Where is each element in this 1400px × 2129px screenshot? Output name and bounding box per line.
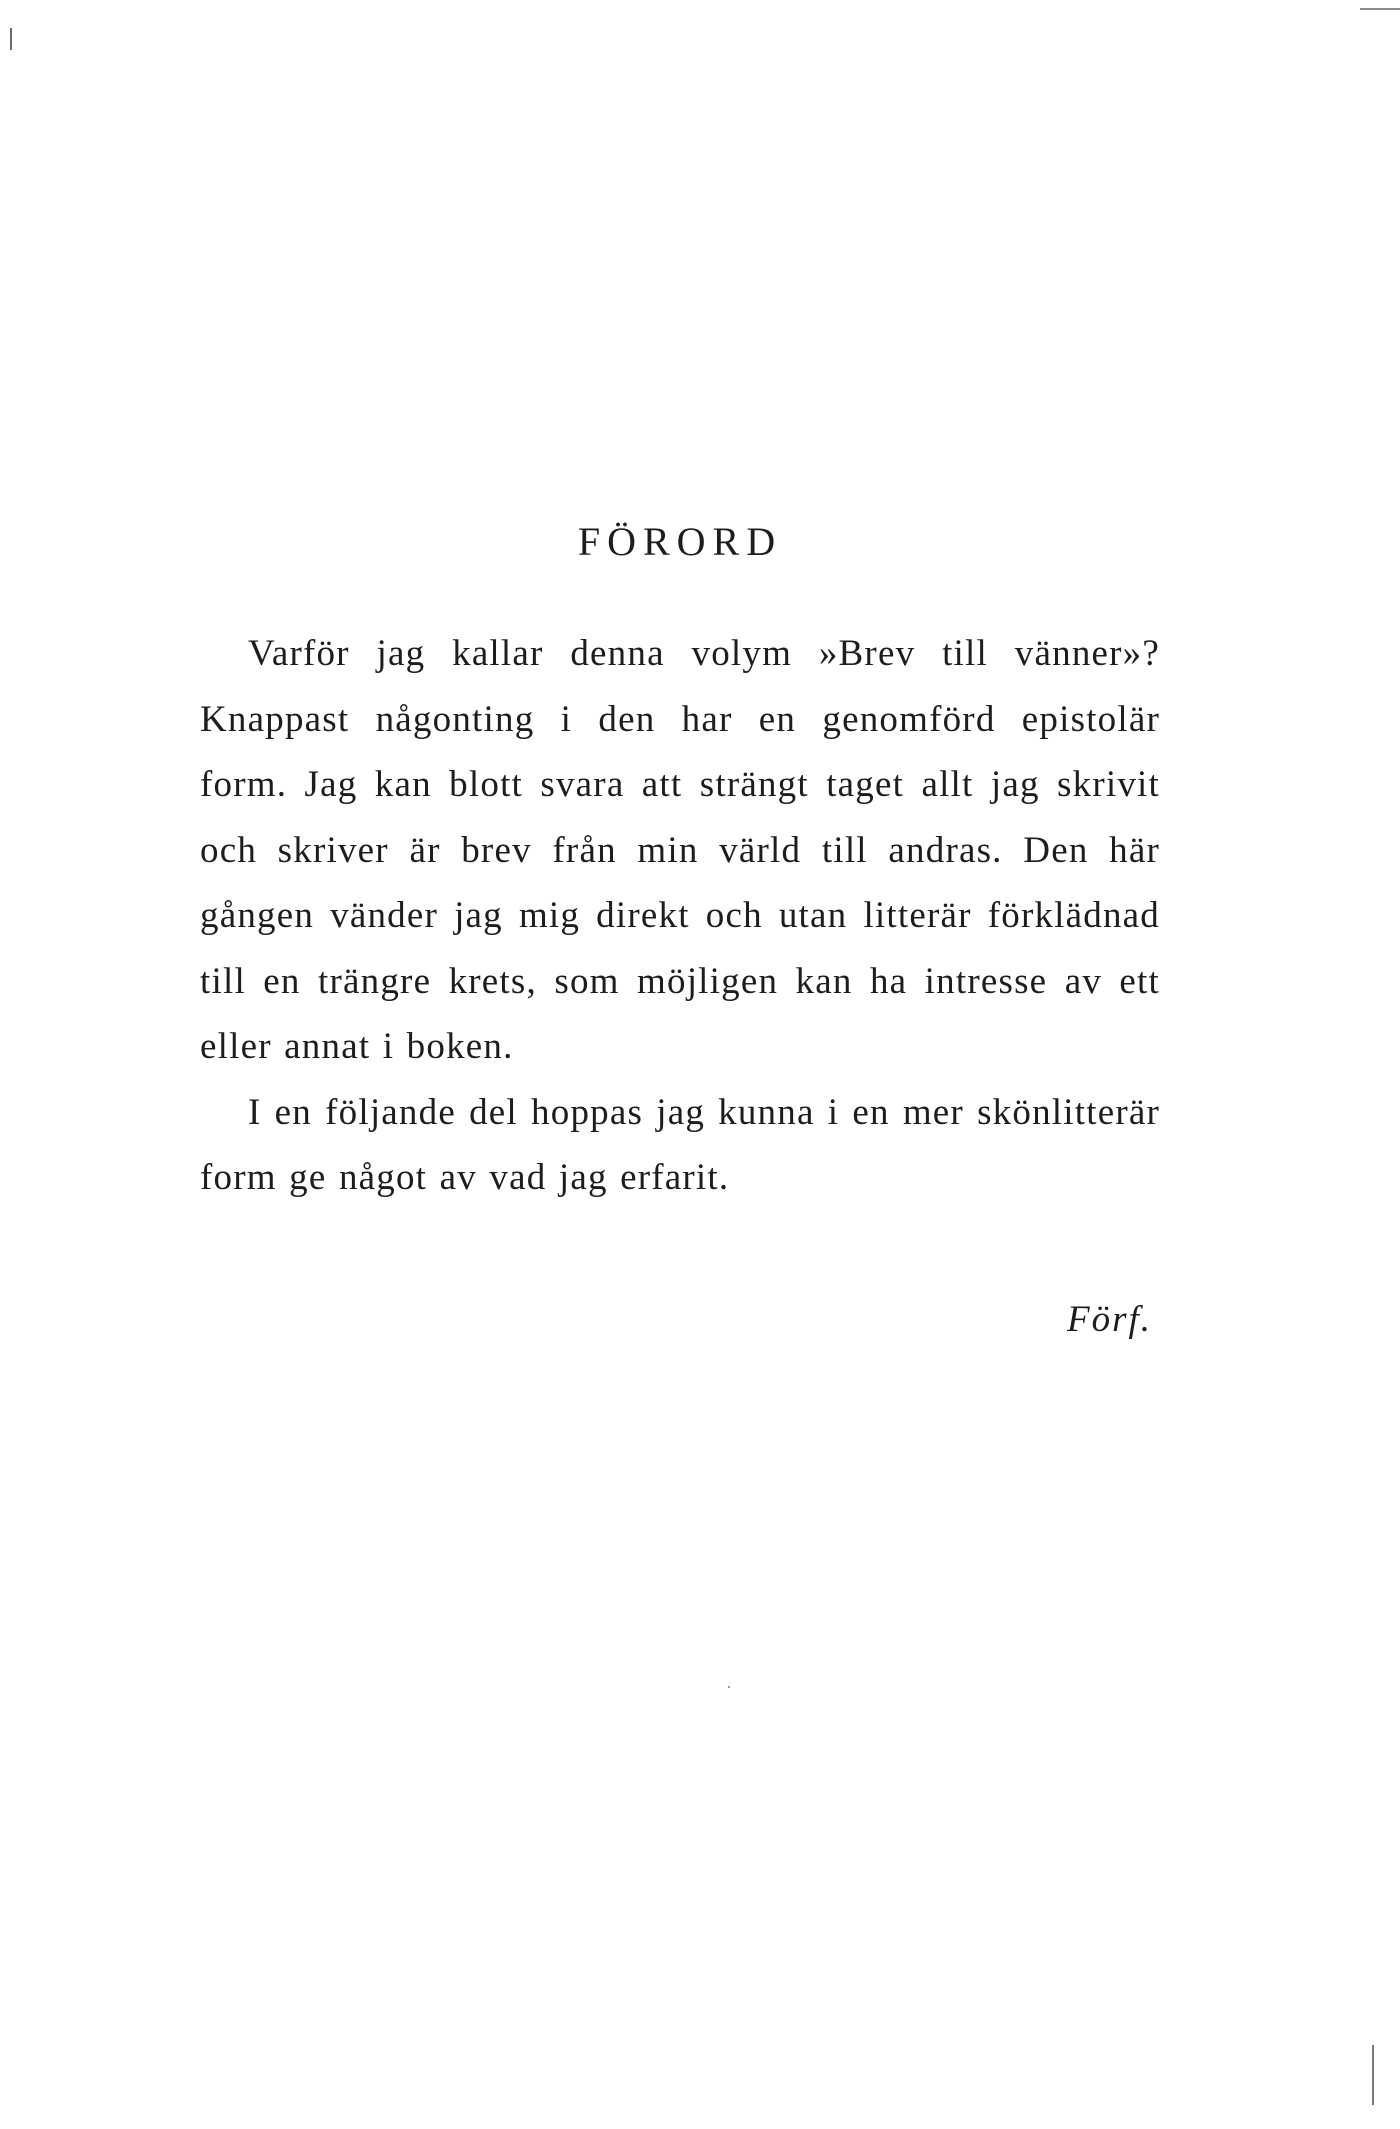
author-signature: Förf. bbox=[1066, 1299, 1152, 1340]
preface-body bbox=[200, 621, 1160, 1211]
scan-speck bbox=[728, 1686, 730, 1688]
page-heading: FÖRORD bbox=[577, 519, 783, 564]
paragraph: I en följande del hoppas jag kunna i en mer skönlitterär form ge något av vad jag erfarit. bbox=[200, 1091, 1160, 1198]
scan-edge-mark bbox=[1372, 2045, 1374, 2105]
scan-edge-mark bbox=[10, 28, 12, 50]
scan-edge-mark bbox=[1360, 8, 1400, 10]
paragraph: Varför jag kallar denna volym »Brev till vänner»? Knappast någonting i den har en genomförd epistolär form. Jag kan blott svara att strängt taget allt jag skrivit och skriver är brev från min värld till andras. Den här gången vänder jag mig direkt och utan litterär förklädnad till en trängre krets, som möjligen kan ha intresse av ett eller annat i boken. bbox=[200, 633, 1160, 1067]
